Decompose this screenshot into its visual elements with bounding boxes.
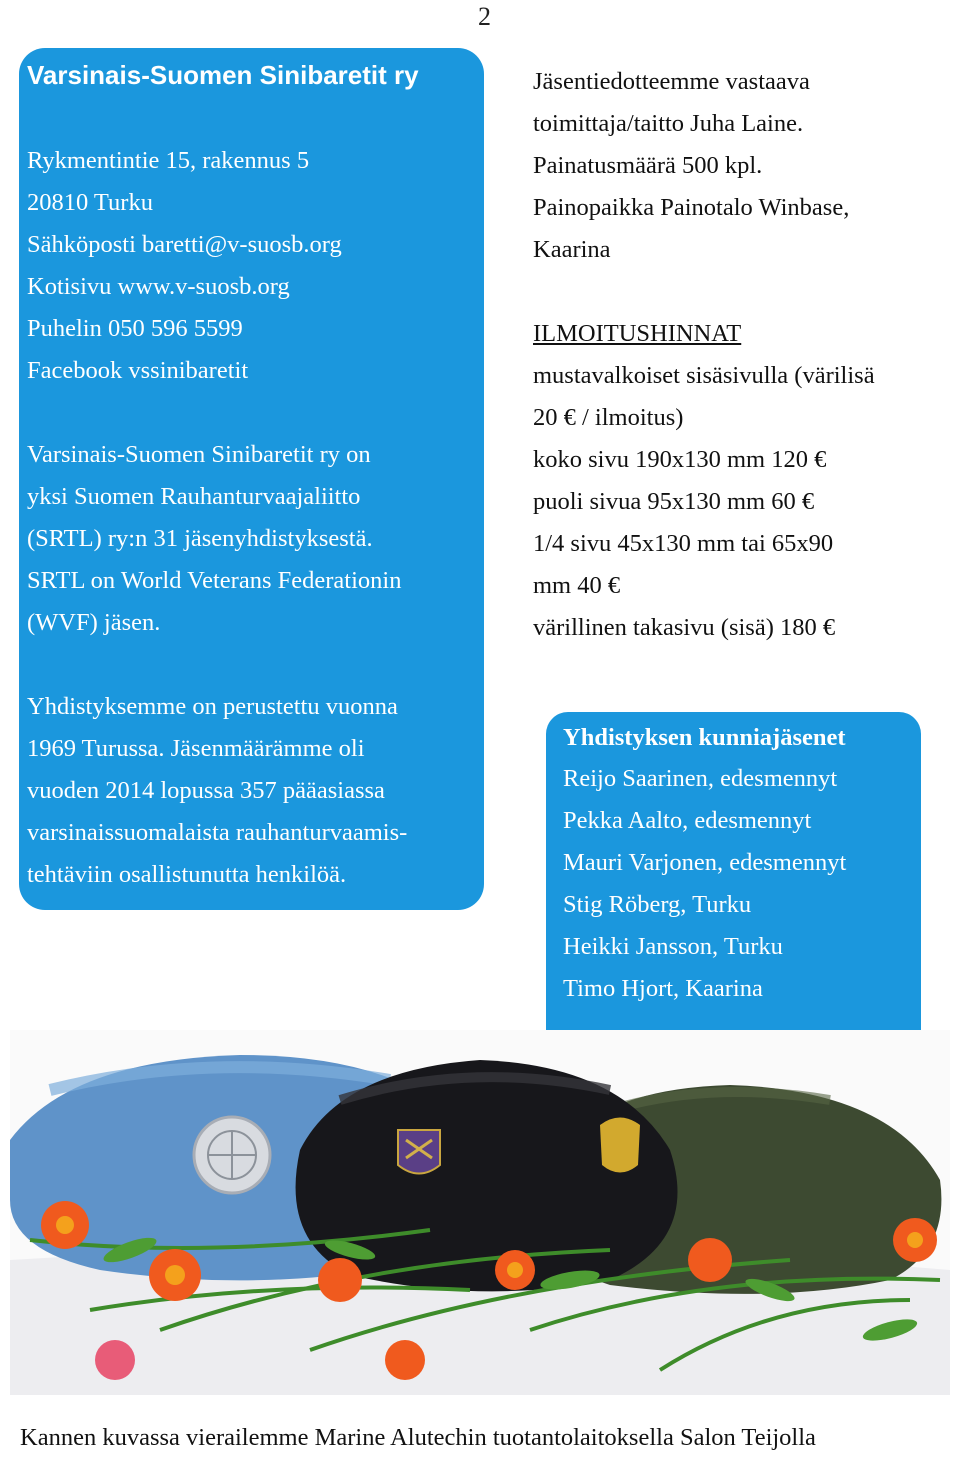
contact-address: Rykmentintie 15, rakennus 5 [27, 147, 310, 174]
history-line: 1969 Turussa. Jäsenmäärämme oli [27, 735, 365, 762]
description-line: Varsinais-Suomen Sinibaretit ry on [27, 441, 371, 468]
history-line: Yhdistyksemme on perustettu vuonna [27, 693, 398, 720]
ads-price-line: 20 € / ilmoitus) [533, 404, 684, 431]
contact-homepage: Kotisivu www.v-suosb.org [27, 273, 290, 300]
association-name: Varsinais-Suomen Sinibaretit ry [27, 60, 419, 90]
description-line: SRTL on World Veterans Federationin [27, 567, 402, 594]
contact-facebook: Facebook vssinibaretit [27, 357, 249, 384]
page-number: 2 [478, 2, 491, 31]
history-line: tehtäviin osallistunutta henkilöä. [27, 861, 347, 888]
honorary-member: Stig Röberg, Turku [563, 891, 752, 918]
ads-price-line: mustavalkoiset sisäsivulla (värilisä [533, 362, 875, 389]
flower-icon [688, 1238, 732, 1282]
beret-badge-icon [398, 1130, 440, 1174]
ads-heading: ILMOITUSHINNAT [533, 320, 742, 347]
ads-price-line: mm 40 € [533, 572, 621, 599]
berets-illustration [10, 1030, 950, 1395]
flower-icon [385, 1340, 425, 1380]
history-line: varsinaissuomalaista rauhanturvaamis- [27, 819, 408, 846]
association-info-box [19, 48, 484, 910]
contact-email: Sähköposti baretti@v-suosb.org [27, 231, 342, 258]
photo-caption: Kannen kuvassa vierailemme Marine Alutechin tuotantolaitoksella Salon Teijolla [20, 1424, 816, 1451]
publication-line: Kaarina [533, 236, 611, 263]
flower-icon [318, 1258, 362, 1302]
honorary-member: Timo Hjort, Kaarina [563, 975, 763, 1002]
ads-price-line: koko sivu 190x130 mm 120 € [533, 446, 827, 473]
honorary-member: Heikki Jansson, Turku [563, 933, 783, 960]
honorary-member: Reijo Saarinen, edesmennyt [563, 765, 838, 792]
publication-line: Painopaikka Painotalo Winbase, [533, 194, 850, 221]
description-line: (WVF) jäsen. [27, 609, 161, 636]
ads-price-line: puoli sivua 95x130 mm 60 € [533, 488, 815, 515]
rose-icon [95, 1340, 135, 1380]
ads-price-line: 1/4 sivu 45x130 mm tai 65x90 [533, 530, 834, 557]
description-line: (SRTL) ry:n 31 jäsenyhdistyksestä. [27, 525, 373, 552]
publication-line: toimittaja/taitto Juha Laine. [533, 110, 804, 137]
lion-badge-icon [600, 1118, 640, 1173]
history-line: vuoden 2014 lopussa 357 pääasiassa [27, 777, 385, 804]
honorary-title: Yhdistyksen kunniajäsenet [563, 724, 846, 751]
honorary-member: Mauri Varjonen, edesmennyt [563, 849, 847, 876]
publication-line: Jäsentiedotteemme vastaava [533, 68, 810, 95]
contact-phone: Puhelin 050 596 5599 [27, 315, 243, 342]
honorary-member: Pekka Aalto, edesmennyt [563, 807, 812, 834]
ads-price-line: värillinen takasivu (sisä) 180 € [533, 614, 836, 641]
contact-postal: 20810 Turku [27, 189, 153, 216]
description-line: yksi Suomen Rauhanturvaajaliitto [27, 483, 361, 510]
berets-photo [10, 1030, 950, 1395]
publication-line: Painatusmäärä 500 kpl. [533, 152, 763, 179]
honorary-members-box [546, 712, 921, 1032]
